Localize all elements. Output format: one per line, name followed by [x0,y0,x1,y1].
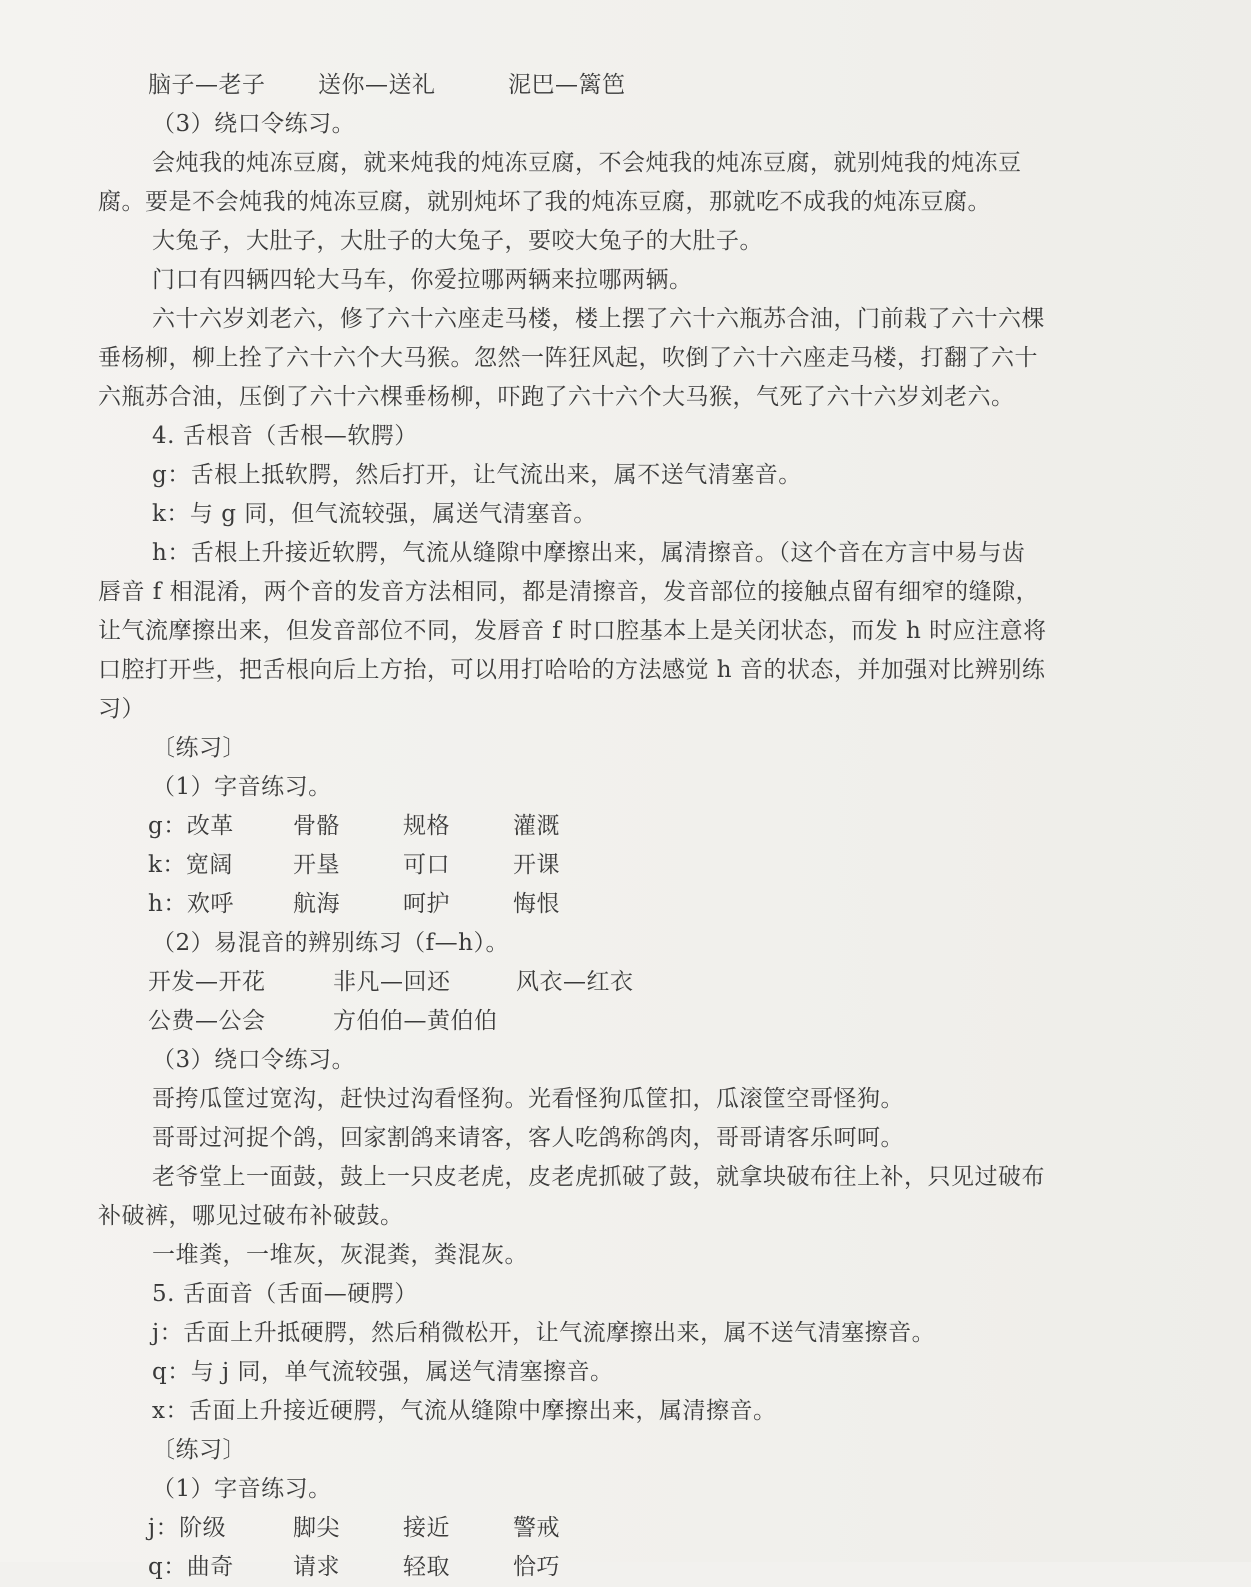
paragraph-line: （2）易混音的辨别练习（f—h）。 [152,930,509,956]
paragraph-line: 〔练习〕 [152,735,246,761]
word-item: 呵护 [403,891,450,917]
word-item: 公费—公会 [148,1008,266,1034]
word-item: 接近 [403,1515,450,1541]
word-row [98,66,1153,105]
continued-line: 垂杨柳，柳上拴了六十六个大马猴。忽然一阵狂风起，吹倒了六十六座走马楼，打翻了六十 [98,345,1038,371]
word-item: j：阶级 [148,1515,227,1541]
word-item: q：曲奇 [148,1554,234,1580]
paragraph-line: 大兔子，大肚子，大肚子的大兔子，要咬大兔子的大肚子。 [152,228,763,254]
continued-line: 口腔打开些，把舌根向后上方抬，可以用打哈哈的方法感觉 h 音的状态，并加强对比辨别练 [98,657,1046,683]
paragraph-line: 门口有四辆四轮大马车，你爱拉哪两辆来拉哪两辆。 [152,267,693,293]
word-item: 泥巴—篱笆 [508,72,626,98]
paragraph-line: 哥哥过河捉个鸽，回家割鸽来请客，客人吃鸽称鸽肉，哥哥请客乐呵呵。 [152,1125,904,1151]
continued-line: 唇音 f 相混淆，两个音的发音方法相同，都是清擦音，发音部位的接触点留有细窄的缝隙， [98,579,1040,605]
word-item: 航海 [293,891,340,917]
paragraph-line: 4. 舌根音（舌根—软腭） [152,423,418,449]
word-item: 脚尖 [293,1515,340,1541]
continued-line: 习） [98,696,145,722]
word-item: 非凡—回还 [333,969,451,995]
word-item: 开发—开花 [148,969,266,995]
paragraph-line: k：与 g 同，但气流较强，属送气清塞音。 [152,501,597,527]
word-item: 轻取 [403,1554,450,1580]
word-item: 开垦 [293,852,340,878]
word-item: 警戒 [513,1515,560,1541]
word-item: h：欢呼 [148,891,234,917]
paragraph-line: （1）字音练习。 [152,774,332,800]
paragraph-line: x：舌面上升接近硬腭，气流从缝隙中摩擦出来，属清擦音。 [152,1398,777,1424]
paragraph-line: g：舌根上抵软腭，然后打开，让气流出来，属不送气清塞音。 [152,462,802,488]
word-row [98,846,1153,885]
word-item: 方伯伯—黄伯伯 [333,1008,498,1034]
word-item: 脑子—老子 [148,72,266,98]
paragraph-line: （3）绕口令练习。 [152,1047,356,1073]
paragraph-line: 5. 舌面音（舌面—硬腭） [152,1281,418,1307]
paragraph-line: h：舌根上升接近软腭，气流从缝隙中摩擦出来，属清擦音。（这个音在方言中易与齿 [152,540,1026,566]
paragraph-line: 六十六岁刘老六，修了六十六座走马楼，楼上摆了六十六瓶苏合油，门前栽了六十六棵 [152,306,1045,332]
paragraph-line: 老爷堂上一面鼓，鼓上一只皮老虎，皮老虎抓破了鼓，就拿块破布往上补，只见过破布 [152,1164,1045,1190]
word-item: g：改革 [148,813,234,839]
continued-line: 补破裤，哪见过破布补破鼓。 [98,1203,404,1229]
word-row [98,807,1153,846]
word-row [98,885,1153,924]
word-item: 送你—送礼 [318,72,436,98]
paragraph-line: 会炖我的炖冻豆腐，就来炖我的炖冻豆腐，不会炖我的炖冻豆腐，就别炖我的炖冻豆 [152,150,1022,176]
paragraph-line: （3）绕口令练习。 [152,111,356,137]
paragraph-line: 哥挎瓜筐过宽沟，赶快过沟看怪狗。光看怪狗瓜筐扣，瓜滚筐空哥怪狗。 [152,1086,904,1112]
word-row [98,963,1153,1002]
word-item: 开课 [513,852,560,878]
word-item: 规格 [403,813,450,839]
word-item: 风衣—红衣 [516,969,634,995]
paragraph-line: j：舌面上升抵硬腭，然后稍微松开，让气流摩擦出来，属不送气清塞擦音。 [152,1320,936,1346]
word-row [98,1509,1153,1548]
continued-line: 六瓶苏合油，压倒了六十六棵垂杨柳，吓跑了六十六个大马猴，气死了六十六岁刘老六。 [98,384,1015,410]
paragraph-line: q：与 j 同，单气流较强，属送气清塞擦音。 [152,1359,614,1385]
paragraph-line: （1）字音练习。 [152,1476,332,1502]
continued-line: 腐。要是不会炖我的炖冻豆腐，就别炖坏了我的炖冻豆腐，那就吃不成我的炖冻豆腐。 [98,189,991,215]
word-row [98,1548,1153,1587]
word-item: 请求 [293,1554,340,1580]
word-row [98,1002,1153,1041]
word-item: 恰巧 [513,1554,560,1580]
word-item: 骨骼 [293,813,340,839]
continued-line: 让气流摩擦出来，但发音部位不同，发唇音 f 时口腔基本上是关闭状态，而发 h 时应注意将 [98,618,1047,644]
paragraph-line: 〔练习〕 [152,1437,246,1463]
page-text [98,66,1153,1587]
word-item: 灌溉 [513,813,560,839]
word-item: 悔恨 [513,891,560,917]
word-item: 可口 [403,852,450,878]
word-item: k：宽阔 [148,852,233,878]
paragraph-line: 一堆粪，一堆灰，灰混粪，粪混灰。 [152,1242,528,1268]
